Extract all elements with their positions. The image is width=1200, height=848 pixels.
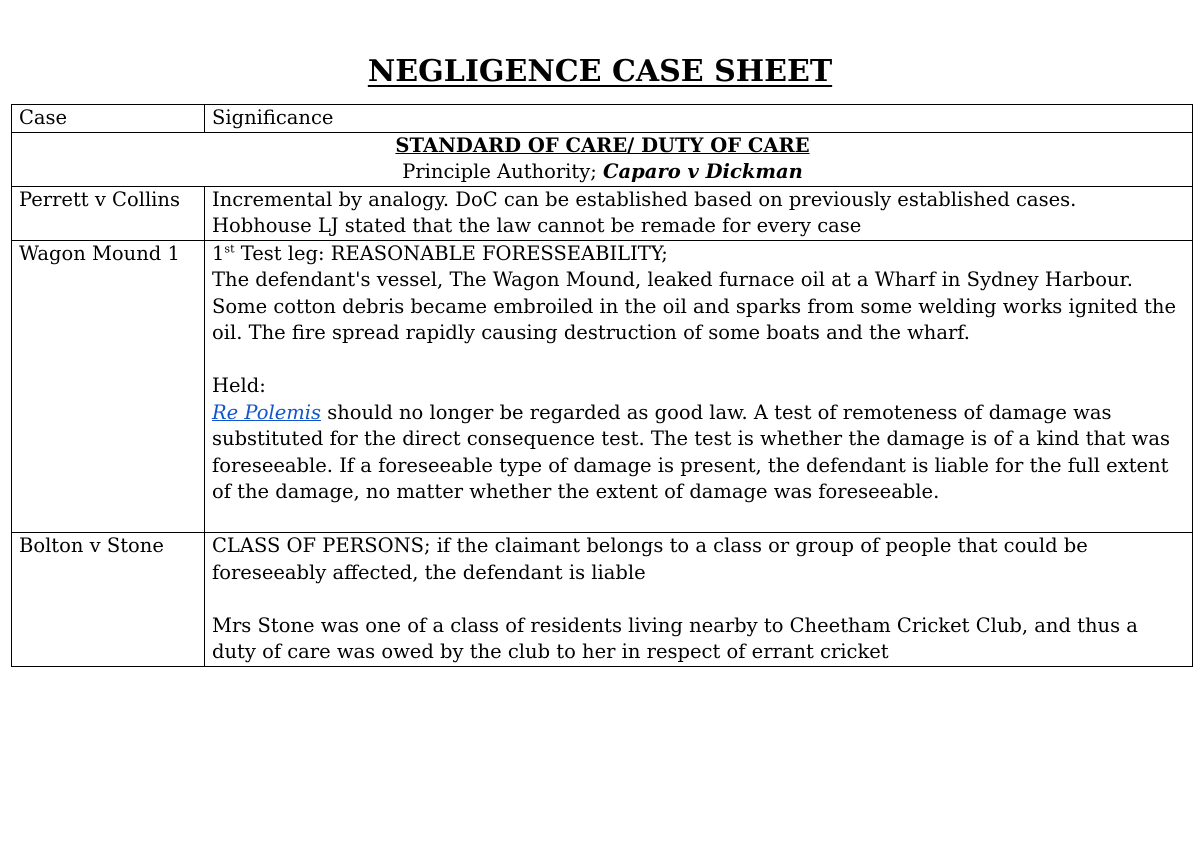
blank-line: [212, 586, 1186, 613]
test-ordinal: st: [224, 242, 235, 255]
authority-prefix: Principle Authority;: [402, 160, 604, 183]
table-header-row: [12, 105, 1193, 133]
case-name: Wagon Mound 1: [12, 240, 205, 533]
test-leg-line: [212, 241, 1186, 268]
case-table: [11, 104, 1193, 667]
section-cell: [12, 132, 1193, 186]
section-title: STANDARD OF CARE/ DUTY OF CARE: [395, 133, 810, 157]
case-significance: [205, 533, 1193, 667]
case-facts: Mrs Stone was one of a class of residents living nearby to Cheetham Cricket Club, and thus a duty of care was owed by the club to her in respect of errant cricket: [212, 613, 1138, 663]
principle-paragraph: CLASS OF PERSONS; if the claimant belongs to a class or group of people that could be foreseeably affected, the defendant is liable: [212, 534, 1088, 584]
case-name: Perrett v Collins: [12, 186, 205, 240]
test-text: Test leg: REASONABLE FORESSEABILITY;: [234, 241, 668, 265]
significance-paragraph: Incremental by analogy. DoC can be established based on previously established cases.: [212, 187, 1077, 211]
header-case: Case: [12, 105, 205, 133]
significance-paragraph: Hobhouse LJ stated that the law cannot be remade for every case: [212, 214, 862, 237]
case-significance: [205, 186, 1193, 240]
principle-authority: [19, 159, 1186, 186]
blank-line: [212, 506, 1186, 533]
section-row: [12, 132, 1193, 186]
held-paragraph: [212, 400, 1186, 506]
table-row: [12, 240, 1193, 533]
re-polemis-link[interactable]: Re Polemis: [212, 400, 322, 424]
document-title: NEGLIGENCE CASE SHEET: [367, 54, 833, 89]
authority-case: Caparo v Dickman: [603, 160, 803, 183]
test-number: 1: [212, 241, 225, 265]
held-label: Held:: [212, 374, 266, 397]
table-row: [12, 186, 1193, 240]
header-significance: Significance: [205, 105, 1193, 133]
case-significance: [205, 240, 1193, 533]
case-facts: The defendant's vessel, The Wagon Mound, leaked furnace oil at a Wharf in Sydney Harbour. Some cotton debris became embroiled in the oil and sparks from some welding works ignited the oil. The fire spread rapidly causing destruction of some boats and the wharf.: [212, 268, 1177, 344]
case-name: Bolton v Stone: [12, 533, 205, 667]
held-text: should no longer be regarded as good law. A test of remoteness of damage was substituted for the direct consequence test. The test is whether the damage is of a kind that was foreseeable. If a foreseeable type of damage is present, the defendant is liable for the full extent of the damage, no matter whether the extent of damage was foreseeable.: [212, 400, 1170, 503]
blank-line: [212, 347, 1186, 374]
table-row: [12, 533, 1193, 667]
